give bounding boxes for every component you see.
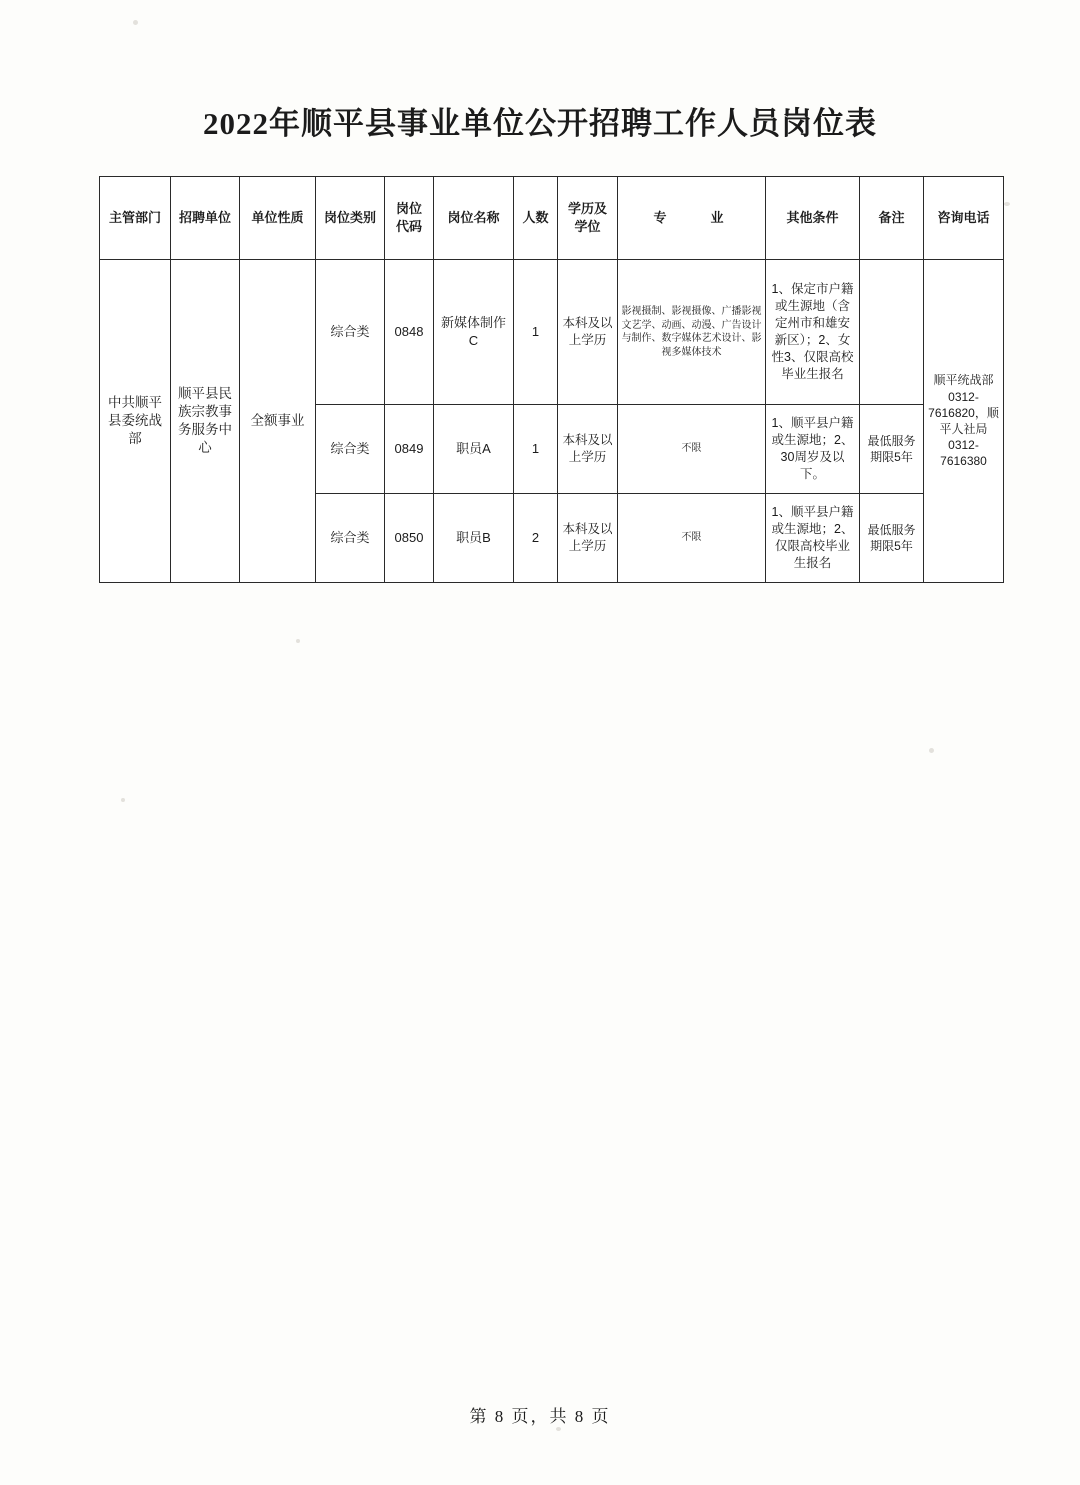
cell-education: 本科及以上学历 — [558, 494, 618, 583]
cell-remarks: 最低服务期限5年 — [860, 494, 924, 583]
cell-remarks: 最低服务期限5年 — [860, 405, 924, 494]
cell-department: 中共顺平县委统战部 — [100, 260, 171, 583]
cell-major: 不限 — [618, 494, 766, 583]
header-job-code — [385, 177, 434, 260]
header-education — [558, 177, 618, 260]
header-job-code-line2: 代码 — [395, 219, 422, 234]
header-job-code-line1: 岗位 — [395, 201, 422, 217]
cell-job-code: 0848 — [385, 260, 434, 405]
cell-job-code: 0850 — [385, 494, 434, 583]
header-job-category: 岗位类别 — [316, 177, 385, 260]
cell-recruiting-unit: 顺平县民族宗教事务服务中心 — [171, 260, 240, 583]
table-header-row — [100, 177, 1004, 260]
cell-major: 影视摄制、影视摄像、广播影视文艺学、动画、动漫、广告设计与制作、数字媒体艺术设计、影视多媒体技术 — [618, 260, 766, 405]
header-contact-phone: 咨询电话 — [924, 177, 1004, 260]
cell-job-code: 0849 — [385, 405, 434, 494]
header-major: 专 业 — [618, 177, 766, 260]
cell-job-name: 职员A — [434, 405, 514, 494]
cell-education: 本科及以上学历 — [558, 260, 618, 405]
cell-unit-nature: 全额事业 — [240, 260, 316, 583]
cell-job-name: 新媒体制作C — [434, 260, 514, 405]
page-title: 2022年顺平县事业单位公开招聘工作人员岗位表 — [203, 106, 877, 141]
cell-count: 1 — [514, 405, 558, 494]
scan-speck — [929, 748, 934, 753]
job-positions-table — [99, 176, 1004, 583]
header-unit-nature: 单位性质 — [240, 177, 316, 260]
cell-job-category: 综合类 — [316, 260, 385, 405]
scan-speck — [121, 798, 125, 802]
table-row — [100, 260, 1004, 405]
header-other-conditions: 其他条件 — [766, 177, 860, 260]
cell-education: 本科及以上学历 — [558, 405, 618, 494]
page-footer: 第 8 页，共 8 页 — [469, 1407, 611, 1426]
scan-speck — [296, 639, 300, 643]
cell-job-name: 职员B — [434, 494, 514, 583]
cell-other-conditions: 1、顺平县户籍或生源地；2、30周岁及以下。 — [766, 405, 860, 494]
header-recruiting-unit: 招聘单位 — [171, 177, 240, 260]
scan-speck — [133, 20, 138, 25]
cell-job-category: 综合类 — [316, 494, 385, 583]
cell-count: 2 — [514, 494, 558, 583]
cell-major: 不限 — [618, 405, 766, 494]
cell-remarks — [860, 260, 924, 405]
scan-speck — [1004, 202, 1010, 206]
scan-speck — [556, 1427, 561, 1431]
cell-count: 1 — [514, 260, 558, 405]
header-education-line1: 学历及 — [567, 201, 607, 217]
header-department: 主管部门 — [100, 177, 171, 260]
cell-other-conditions: 1、顺平县户籍或生源地；2、仅限高校毕业生报名 — [766, 494, 860, 583]
cell-other-conditions: 1、保定市户籍或生源地（含定州市和雄安新区）；2、女性3、仅限高校毕业生报名 — [766, 260, 860, 405]
cell-job-category: 综合类 — [316, 405, 385, 494]
header-job-name: 岗位名称 — [434, 177, 514, 260]
header-count: 人数 — [514, 177, 558, 260]
cell-contact-phone: 顺平统战部0312-7616820，顺平人社局0312-7616380 — [924, 260, 1004, 583]
header-education-line2: 学位 — [574, 219, 601, 234]
header-remarks: 备注 — [860, 177, 924, 260]
